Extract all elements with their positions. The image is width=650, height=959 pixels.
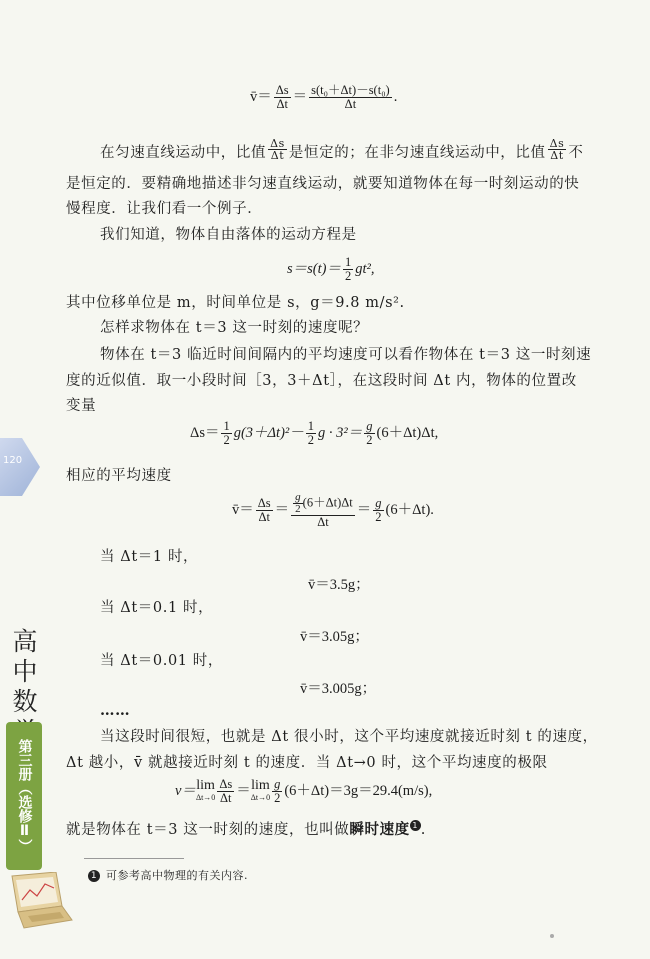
displacement-change-equation: Δs＝ $\frac{1}{2}$ g(3＋Δt)²－ $\frac{1}{2}$ g · 3²＝ $\frac{g}{2}$ (6＋Δt)Δt, bbox=[190, 419, 439, 447]
paragraph-line: 相应的平均速度 bbox=[66, 468, 172, 484]
case-result: v̄＝3.005g； bbox=[300, 681, 377, 697]
paragraph-line: 当这段时间很短，也就是 Δt 很小时，这个平均速度就接近时刻 t 的速度， bbox=[100, 729, 598, 745]
page-number: 120 bbox=[3, 455, 23, 466]
footnote-divider bbox=[84, 858, 184, 859]
book-title: 高中数 bbox=[12, 627, 38, 716]
limit-equation: v＝ lim Δt→0 $\frac{\Delta s}{\Delta t}$ ＝ lim Δt→0 $\frac{g}{2}$ (6＋Δt)＝3g＝29.4(m/s), bbox=[175, 777, 433, 805]
paragraph-line: 怎样求物体在 t＝3 这一时刻的速度呢？ bbox=[100, 320, 369, 336]
footnote-marker: 1 bbox=[88, 870, 100, 882]
volume-label: 第三册（选修Ⅱ） bbox=[6, 722, 42, 870]
case-result: v̄＝3.05g； bbox=[300, 629, 369, 645]
average-velocity-equation: v̄＝ $\frac{\Delta s}{\Delta t}$ ＝ $\frac{g}{2}$ (6＋Δt)Δt Δt ＝ $\frac{g}{2}$ (6＋Δt). bbox=[232, 491, 434, 529]
paragraph-line: 慢程度．让我们看一个例子． bbox=[66, 201, 263, 217]
paragraph-line: 其中位移单位是 m，时间单位是 s，g＝9.8 m/s². bbox=[66, 295, 405, 311]
paragraph-ratio: 在匀速直线运动中，比值 $\frac{\Delta s}{\Delta t}$ 是恒定的；在非匀速直线运动中，比值 $\frac{\Delta s}{\Delta t}$ 不 bbox=[100, 137, 584, 162]
footnote: 1 可参考高中物理的有关内容. bbox=[88, 867, 248, 883]
ellipsis: …… bbox=[100, 702, 131, 719]
laptop-illustration bbox=[4, 872, 74, 932]
paragraph-line: Δt 越小，v̄ 就越接近时刻 t 的速度．当 Δt→0 时，这个平均速度的极限 bbox=[66, 755, 548, 771]
paragraph-line: 是恒定的．要精确地描述非匀速直线运动，就要知道物体在每一时刻运动的快 bbox=[66, 176, 580, 192]
case-line: 当 Δt＝0.1 时， bbox=[100, 600, 214, 616]
paragraph-line: 我们知道，物体自由落体的运动方程是 bbox=[100, 227, 357, 243]
page-dot bbox=[550, 934, 554, 938]
average-velocity-definition: v̄＝ $\frac{\Delta s}{\Delta t}$ ＝ $\frac{\text{s(t₀＋Δt)－s(t₀)}}{\Delta t}$ . bbox=[250, 83, 398, 111]
case-line: 当 Δt＝1 时， bbox=[100, 549, 199, 565]
paragraph-line: 物体在 t＝3 临近时间间隔内的平均速度可以看作物体在 t＝3 这一时刻速 bbox=[100, 347, 592, 363]
case-result: v̄＝3.5g； bbox=[308, 577, 370, 593]
paragraph-line: 度的近似值．取一小段时间［3，3＋Δt］，在这段时间 Δt 内，物体的位置改 bbox=[66, 373, 577, 389]
instantaneous-velocity-term: 瞬时速度 bbox=[349, 822, 410, 838]
case-line: 当 Δt＝0.01 时， bbox=[100, 653, 224, 669]
paragraph-line: 就是物体在 t＝3 这一时刻的速度，也叫做瞬时速度 1 . bbox=[66, 821, 426, 838]
page-tab bbox=[0, 438, 40, 496]
paragraph-line: 变量 bbox=[66, 398, 97, 414]
footnote-ref: 1 bbox=[410, 820, 421, 831]
free-fall-equation: s＝s(t)＝ $\frac{1}{2}$ gt², bbox=[287, 255, 375, 283]
